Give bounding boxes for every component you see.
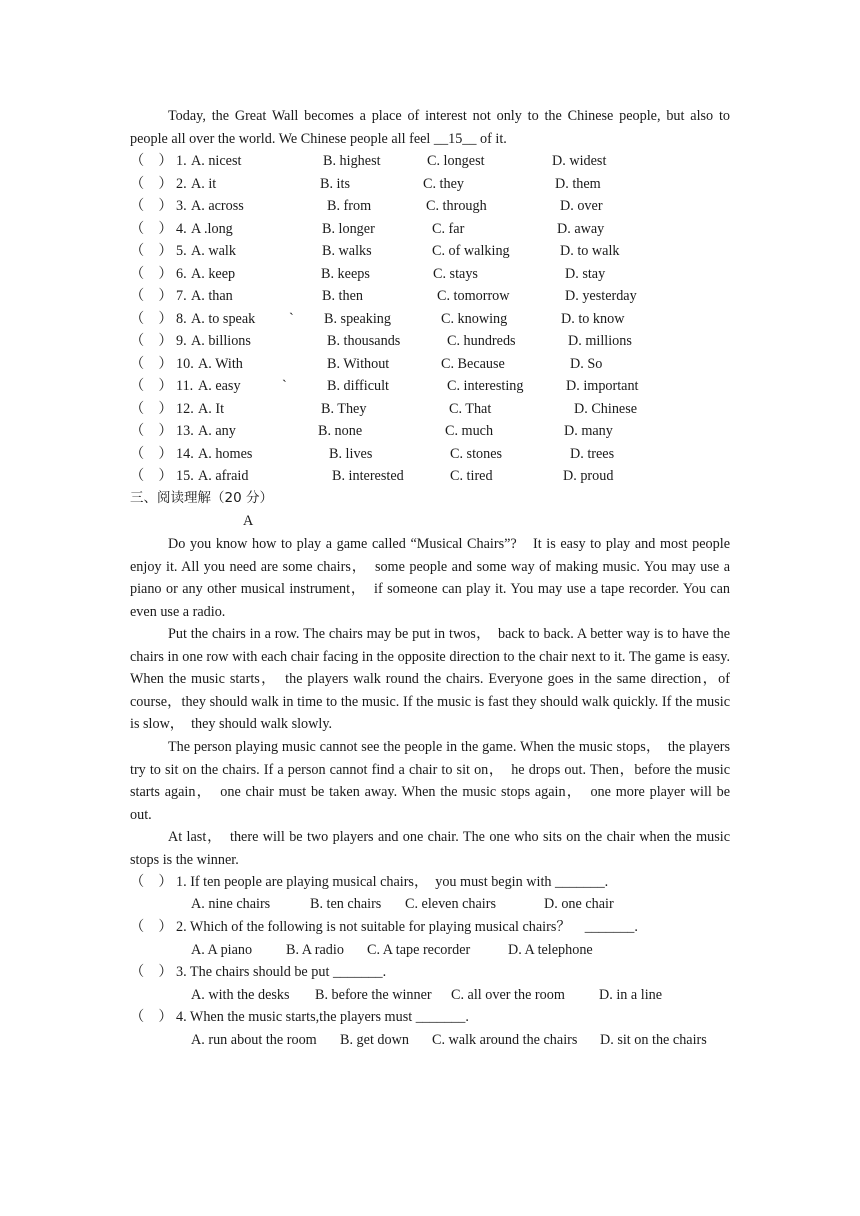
answer-blank[interactable]: （ ） [130,310,173,327]
option-d: D. millions [568,333,632,349]
cloze-option-row [130,263,750,286]
option-b: B. interested [332,468,404,484]
option: C. A tape recorder [367,942,471,958]
question-row [130,961,750,984]
passage-paragraph: Put the chairs in a row. The chairs may be put in twos， back to back. A better way is to have the chairs in one row with each chair facing in the opposite direction to the chair next to it. The game is easy. When the music starts， the players walk round the chairs. Everyone goes in the same direction，of course，they should walk in time to the music. If the music is fast they should walk quickly. If the music is slow， they should walk slowly. [130,626,730,732]
question-number: 11. [176,378,194,394]
question-number: 6. [176,265,187,282]
cloze-option-row [130,398,750,421]
answer-blank[interactable]: （ ） [130,333,173,349]
option-b: B. then [322,288,363,304]
question-row [130,1006,750,1029]
option-c: C. much [445,423,494,439]
option-c: C. stones [450,445,503,462]
cloze-option-row [130,465,750,488]
answer-blank[interactable]: （ ） [130,175,173,192]
option-c: C. they [423,175,464,192]
option-a: A. keep [191,265,236,282]
question-number: 5. [176,243,187,259]
answer-blank[interactable]: （ ） [130,874,173,890]
option: D. A telephone [508,942,593,958]
cloze-passage-tail: Today, the Great Wall becomes a place of interest not only to the Chinese people, but also to people all over the world. We Chinese people all feel __15__ of it. [130,108,730,147]
option-c: C. far [432,220,465,237]
answer-blank[interactable]: （ ） [130,400,173,417]
option-c: C. Because [441,355,505,372]
option: A. with the desks [191,987,290,1003]
option-b: B. none [318,423,363,439]
option: D. one chair [544,896,614,912]
question-number: 2. [176,175,187,192]
option-c: C. longest [427,153,485,169]
answer-blank[interactable]: （ ） [130,243,173,259]
cloze-option-row [130,218,750,241]
option: A. nine chairs [191,896,271,912]
option-a: A. it [191,175,217,192]
cloze-option-row [130,240,750,263]
option-a: A. billions [191,333,251,349]
option-a: A. walk [191,243,236,259]
option: B. get down [340,1032,409,1048]
option-b: B. difficult [327,378,390,394]
section-heading: 三、阅读理解（20 分） [130,490,273,506]
option-c: C. tired [450,468,493,484]
option-d: D. to walk [560,243,620,259]
option-d: D. proud [563,468,614,484]
option-d: D. Chinese [574,400,638,417]
option-b: B. its [320,175,350,192]
question-number: 10. [176,355,194,372]
answer-blank[interactable]: （ ） [130,265,173,282]
option-a: A. afraid [198,468,249,484]
cloze-option-row [130,420,750,443]
cloze-option-row [130,308,750,331]
answer-blank[interactable]: （ ） [130,220,173,237]
option-a: A. nicest [191,153,242,169]
question-number: 12. [176,400,194,417]
option-a: A. easy [198,378,241,394]
question-number: 13. [176,423,194,439]
passage-paragraph: At last， there will be two players and one chair. The one who sits on the chair when the music stops is the winner. [130,829,730,868]
answer-blank[interactable]: （ ） [130,1009,173,1025]
question-number: 9. [176,333,187,349]
cloze-option-row [130,150,750,173]
question-stem: 2. Which of the following is not suitable for playing musical chairs？ _______. [176,919,638,935]
question-row [130,871,750,894]
question-stem: 3. The chairs should be put _______. [176,964,387,980]
option-b: B. keeps [321,265,370,282]
option: C. eleven chairs [405,896,496,912]
option: B. ten chairs [310,896,382,912]
option-a: A. any [198,423,236,439]
option-a: A .long [191,220,233,237]
cloze-option-row [130,443,750,466]
option-b: B. They [321,400,367,417]
option-d: D. important [566,378,639,394]
cloze-option-row [130,375,750,398]
option-c: C. stays [433,265,478,282]
option-b: B. thousands [327,333,401,349]
option-d: D. stay [565,265,606,282]
answer-blank[interactable]: （ ） [130,378,173,394]
option-d: D. many [564,423,613,439]
question-number: 3. [176,198,187,214]
cloze-option-row [130,285,750,308]
passage-label: A [243,513,254,529]
option-c: C. tomorrow [437,288,510,304]
option-d: D. them [555,175,601,192]
question-number: 14. [176,445,194,462]
option: B. before the winner [315,987,432,1003]
option-c: C. knowing [441,310,508,327]
option-b: B. speaking [324,310,391,327]
answer-blank[interactable]: （ ） [130,355,173,372]
answer-blank[interactable]: （ ） [130,964,173,980]
option-b: B. highest [323,153,381,169]
answer-blank[interactable]: （ ） [130,198,173,214]
question-number: 8. [176,310,187,327]
option: B. A radio [286,942,344,958]
option-d: D. yesterday [565,288,637,304]
answer-blank[interactable]: （ ） [130,423,173,439]
option-d: D. trees [570,445,615,462]
stray-mark: ` [282,378,287,394]
option: D. in a line [599,987,663,1003]
answer-blank[interactable]: （ ） [130,468,173,484]
option-c: C. interesting [447,378,524,394]
option-b: B. from [327,198,372,214]
question-number: 15. [176,468,194,484]
option-a: A. homes [198,445,253,462]
question-number: 1. [176,153,187,169]
question-stem: 4. When the music starts,the players must _______. [176,1009,469,1025]
cloze-option-row [130,195,750,218]
option-c: C. through [426,198,487,214]
cloze-option-row [130,353,750,376]
option: D. sit on the chairs [600,1032,707,1048]
stray-mark: ` [289,310,294,327]
option-a: A. than [191,288,233,304]
option-d: D. So [570,355,603,372]
question-stem: 1. If ten people are playing musical chairs， you must begin with _______. [176,874,609,890]
option-d: D. over [560,198,603,214]
option-b: B. Without [327,355,390,372]
option: C. all over the room [451,987,565,1003]
question-number: 7. [176,288,187,304]
question-number: 4. [176,220,187,237]
passage-paragraph: Do you know how to play a game called “Musical Chairs”? It is easy to play and most people enjoy it. All you need are some chairs， some people and some way of making music. You may use a piano or any other musical instrument， if someone can play it. You may use a tape recorder. You can even use a radio. [130,536,730,620]
answer-blank[interactable]: （ ） [130,919,173,935]
answer-blank[interactable]: （ ） [130,288,173,304]
option-d: D. to know [561,310,625,327]
option-d: D. away [557,220,605,237]
option: C. walk around the chairs [432,1032,578,1048]
option-a: A. across [191,198,244,214]
question-row [130,916,750,939]
option-c: C. of walking [432,243,510,259]
answer-blank[interactable]: （ ） [130,445,173,462]
option: A. run about the room [191,1032,317,1048]
passage-paragraph: The person playing music cannot see the people in the game. When the music stops， the players try to sit on the chairs. If a person cannot find a chair to sit on， he drops out. Then，before the music starts again， one chair must be taken away. When the music stops again， one more player will be out. [130,739,730,823]
cloze-option-row [130,173,750,196]
option-c: C. hundreds [447,333,516,349]
answer-blank[interactable]: （ ） [130,153,173,169]
option-b: B. longer [322,220,375,237]
option-a: A. With [198,355,243,372]
option: A. A piano [191,942,253,958]
option-b: B. walks [322,243,372,259]
option-a: A. to speak [191,310,256,327]
option-a: A. It [198,400,225,417]
option-b: B. lives [329,445,373,462]
cloze-option-row [130,330,750,353]
option-c: C. That [449,400,492,417]
option-d: D. widest [552,153,607,169]
